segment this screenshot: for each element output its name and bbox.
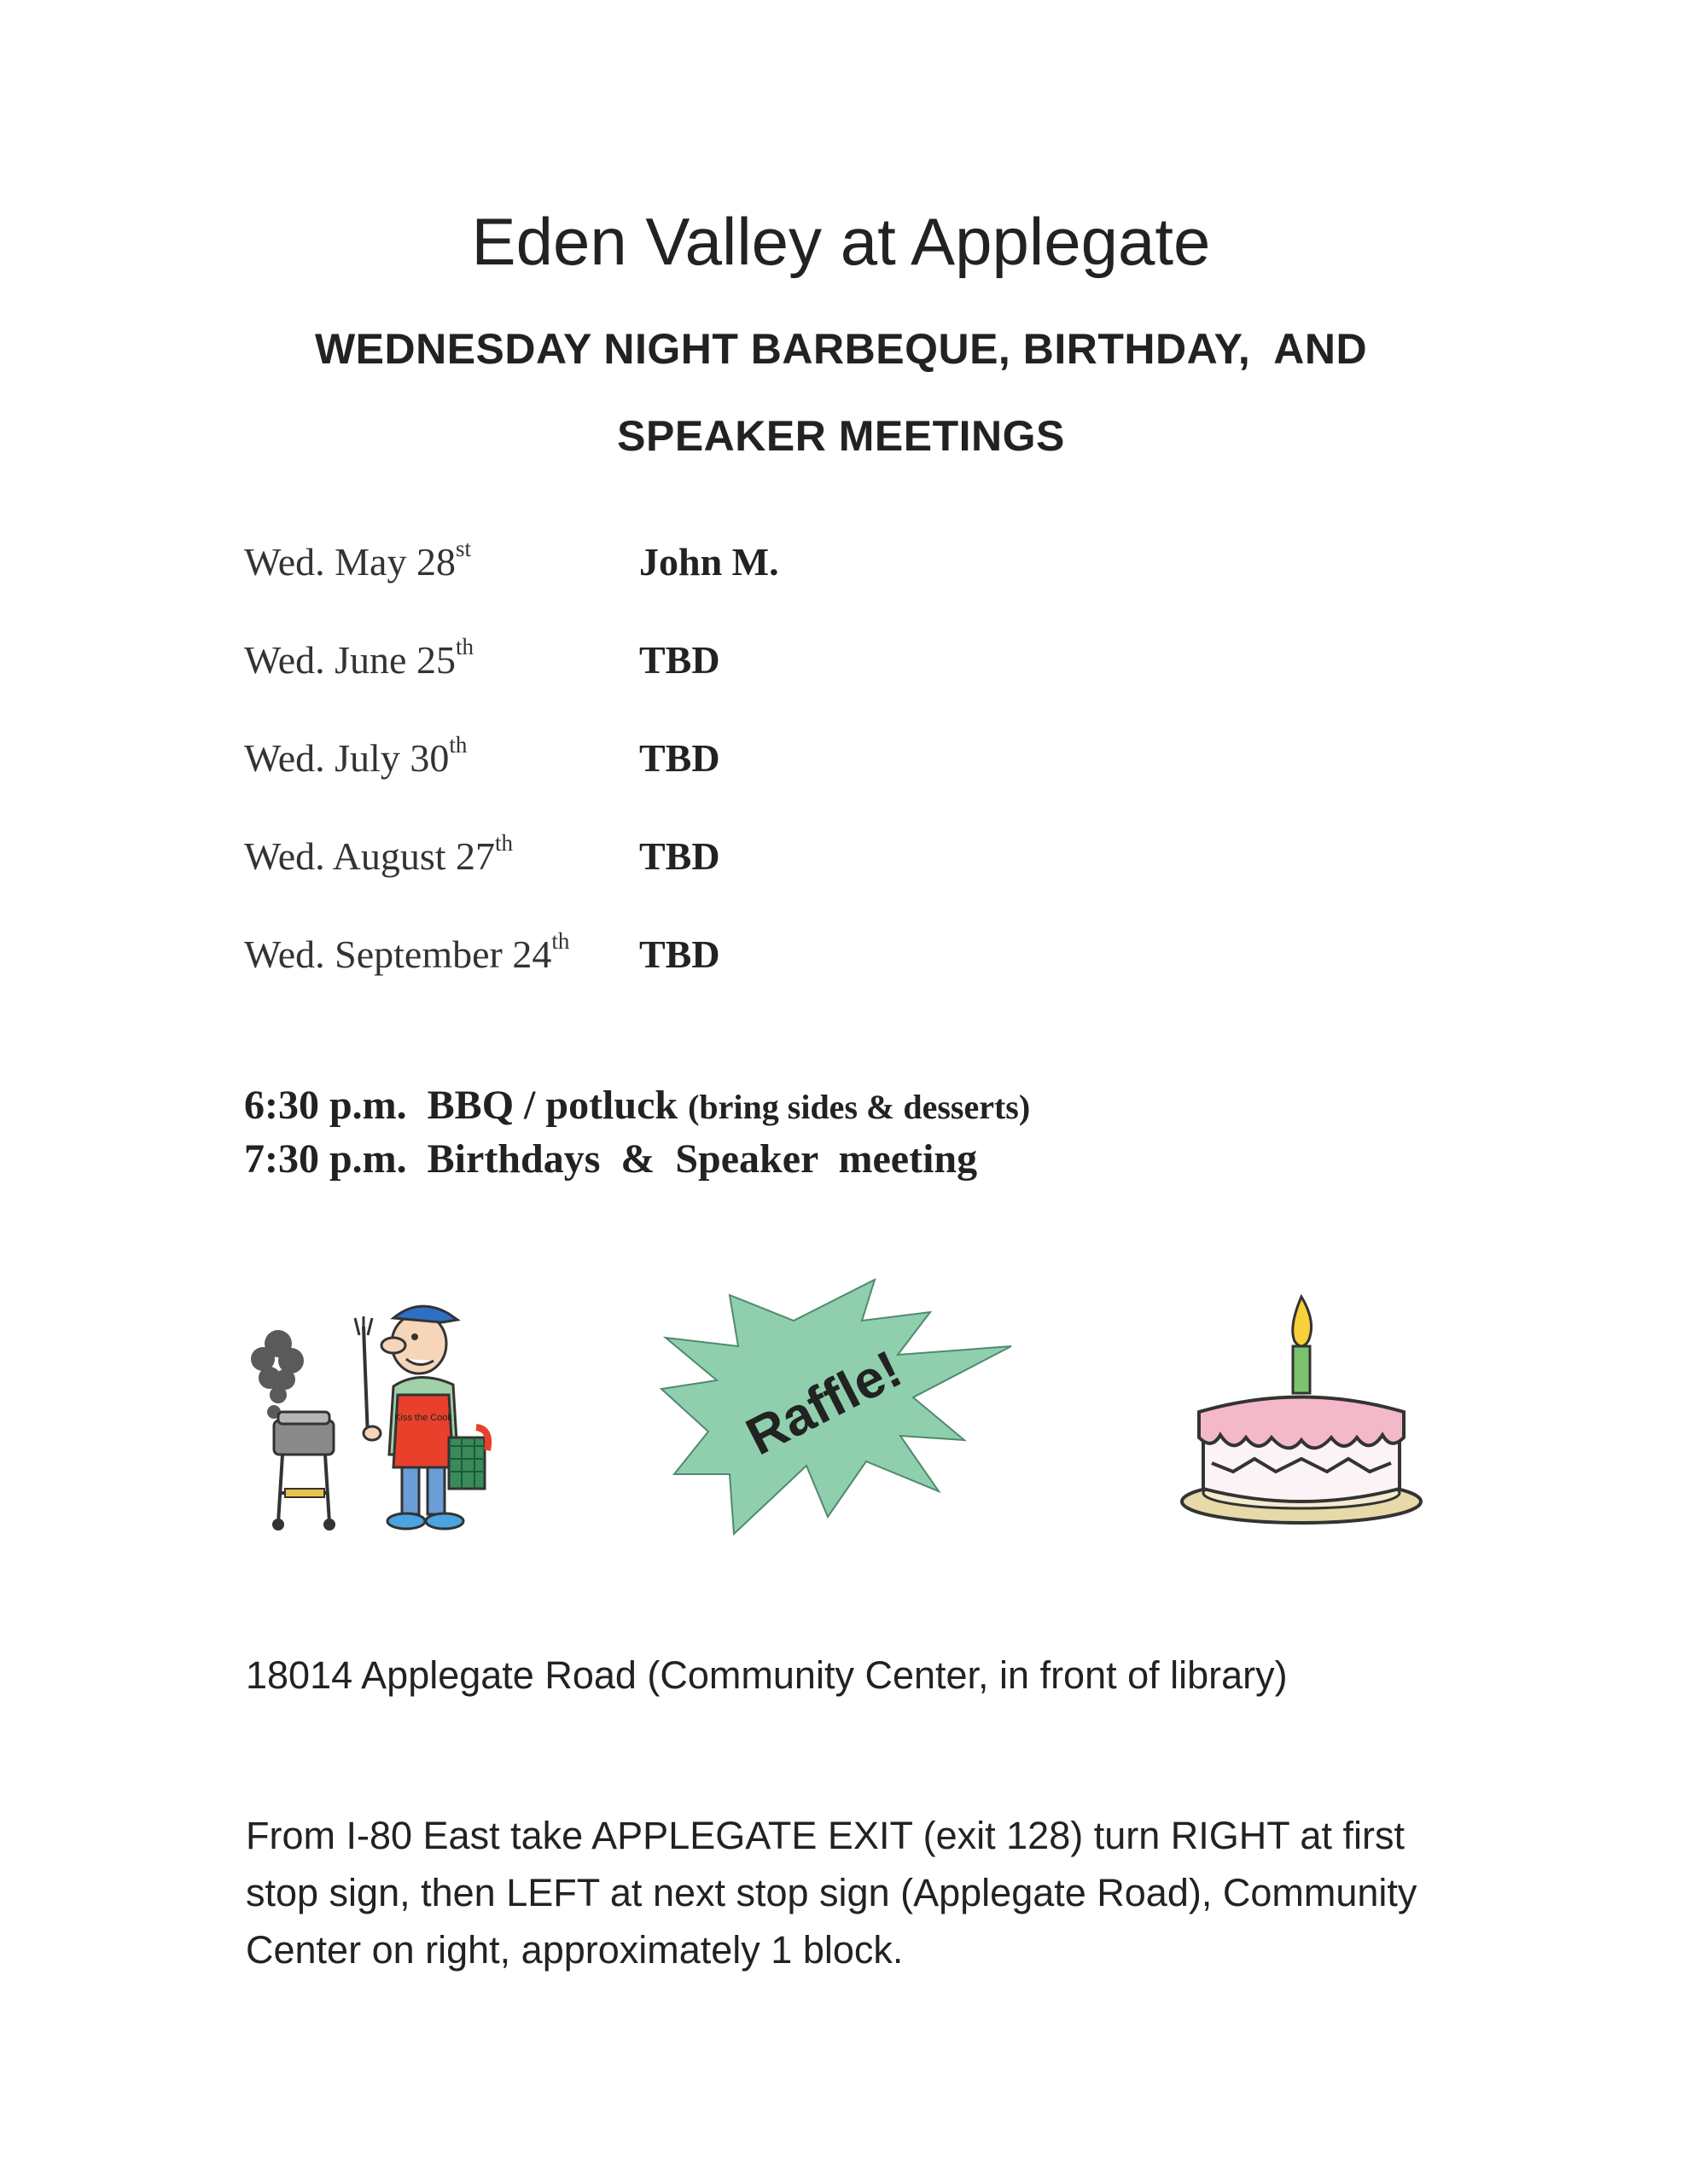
raffle-label: Raffle!	[737, 1339, 911, 1467]
directions-text: From I-80 East take APPLEGATE EXIT (exit 128) turn RIGHT at first stop sign, then LEFT at next stop sign (Applegate Road), Community Center on right, approximately 1 block.	[246, 1814, 1417, 1972]
cook-figure	[355, 1306, 488, 1529]
bbq-time-line: 6:30 p.m. BBQ / potluck (bring sides & desserts)	[244, 1083, 1031, 1128]
meeting-time-line: 7:30 p.m. Birthdays & Speaker meeting	[244, 1136, 978, 1182]
schedule-date: Wed. May 28st	[244, 536, 471, 584]
birthday-cake-clipart	[1173, 1288, 1429, 1544]
grill	[272, 1412, 335, 1531]
candle-flame	[1293, 1297, 1312, 1346]
flyer-subtitle-line2: SPEAKER MEETINGS	[617, 412, 1065, 460]
schedule-date: Wed. July 30th	[244, 732, 468, 780]
griller-clipart	[244, 1284, 509, 1540]
apron-text: Kiss the Cook	[394, 1413, 452, 1423]
schedule-date: Wed. June 25th	[244, 634, 474, 682]
schedule-speaker: John M.	[639, 540, 779, 584]
schedule-speaker: TBD	[639, 932, 720, 976]
candle	[1293, 1346, 1310, 1393]
schedule-row	[244, 928, 1268, 991]
flyer-subtitle-line1: WEDNESDAY NIGHT BARBEQUE, BIRTHDAY, AND	[314, 325, 1368, 373]
schedule-speaker: TBD	[639, 736, 720, 780]
schedule-row	[244, 830, 1268, 893]
schedule-row	[244, 732, 1268, 795]
schedule-date: Wed. August 27th	[244, 830, 514, 878]
flyer-title: Eden Valley at Applegate	[471, 204, 1211, 279]
raffle-starburst	[649, 1261, 1024, 1542]
address-line: 18014 Applegate Road (Community Center, in front of library)	[246, 1653, 1288, 1697]
schedule-row	[244, 634, 1268, 697]
schedule-speaker: TBD	[639, 638, 720, 682]
cake-frosting	[1199, 1397, 1404, 1449]
schedule-speaker: TBD	[639, 834, 720, 878]
schedule-date: Wed. September 24th	[244, 928, 570, 976]
schedule-row	[244, 536, 1268, 599]
smoke-cloud	[251, 1330, 304, 1419]
bbq-note: (bring sides & desserts)	[688, 1088, 1031, 1126]
